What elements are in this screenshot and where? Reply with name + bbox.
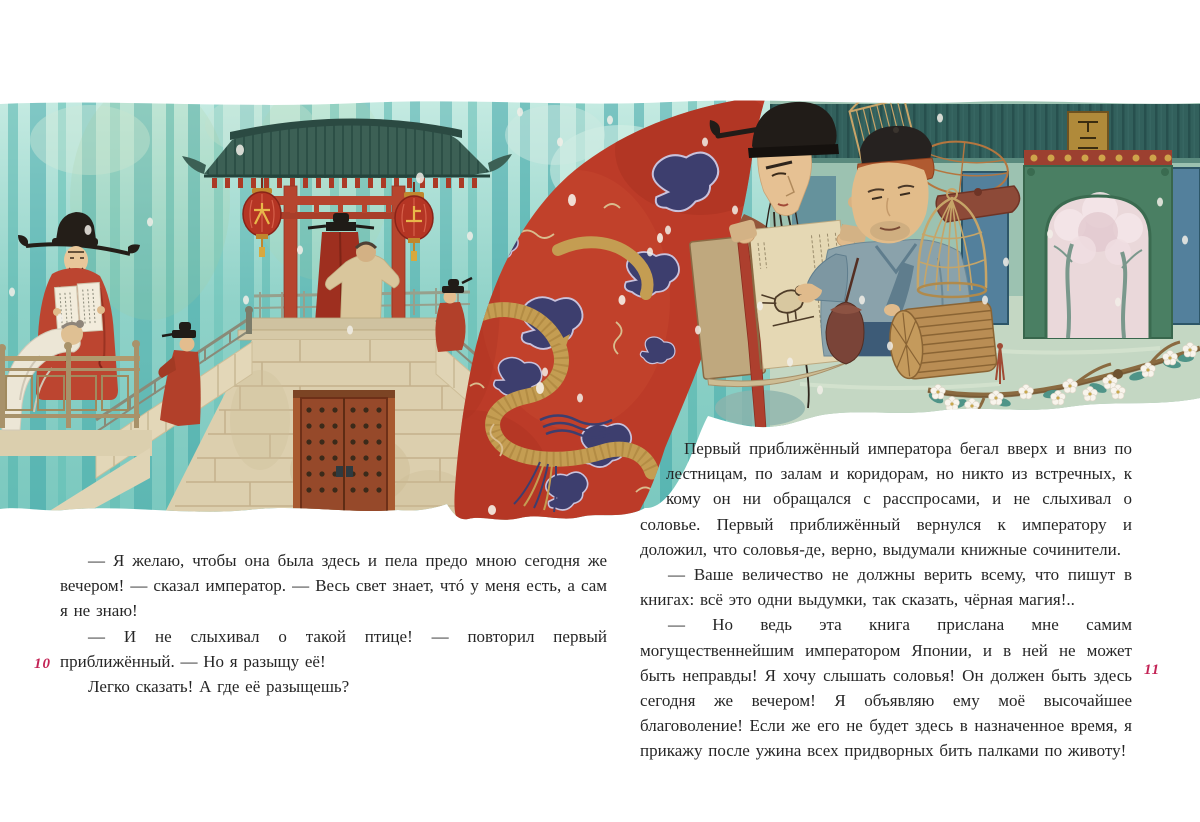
paragraph: Легко сказать! А где её разыщешь? — [88, 677, 350, 697]
wicker-basket — [887, 301, 998, 381]
palace-door — [293, 390, 395, 532]
paragraph: — И не слыхивал о такой птице! — повторил первый приближённый. — Но я разыщу её! — [60, 626, 607, 671]
paragraph-text: Первый приближённый императора бегал вверх и вниз по лестницам, по залам и коридорам, но никто из встречных, к кому он ни обращался с расспросами, и не слыхивал о соловье. Первый приближённый вернулся к императору и доложил, что соловья-де, верно, выдумали книжные сочинители. — [640, 439, 1132, 559]
page-number-left: 10 — [34, 656, 51, 672]
text-wrap-spacer — [640, 436, 666, 488]
paragraph: — Ваше величество не должны верить всему, что пишут в книгах: всё это одни выдумки, так сказать, чёрная магия!.. — [640, 565, 1132, 610]
paragraph: — Я желаю, чтобы она была здесь и пела предо мною сегодня же вечером! — сказал император. — Весь свет знает, чтó у меня есть, а сам я не знаю! — [60, 551, 607, 621]
left-page-text-block — [60, 548, 607, 699]
paragraph: — Но ведь эта книга прислана мне самим могущественнейшим императором Японии, и в ней не может быть неправды! Я хочу слышать соловья! Он должен быть здесь сегодня же вечером! Я объявляю ему моё высочайшее благоволение! Если же его не будет здесь в назначенное время, я прикажу после ужина всех придворных бить палками по животу! — [640, 615, 1132, 761]
page-number-right: 11 — [1144, 662, 1161, 678]
right-page-text-block — [640, 436, 1132, 764]
paragraph — [640, 436, 1132, 562]
